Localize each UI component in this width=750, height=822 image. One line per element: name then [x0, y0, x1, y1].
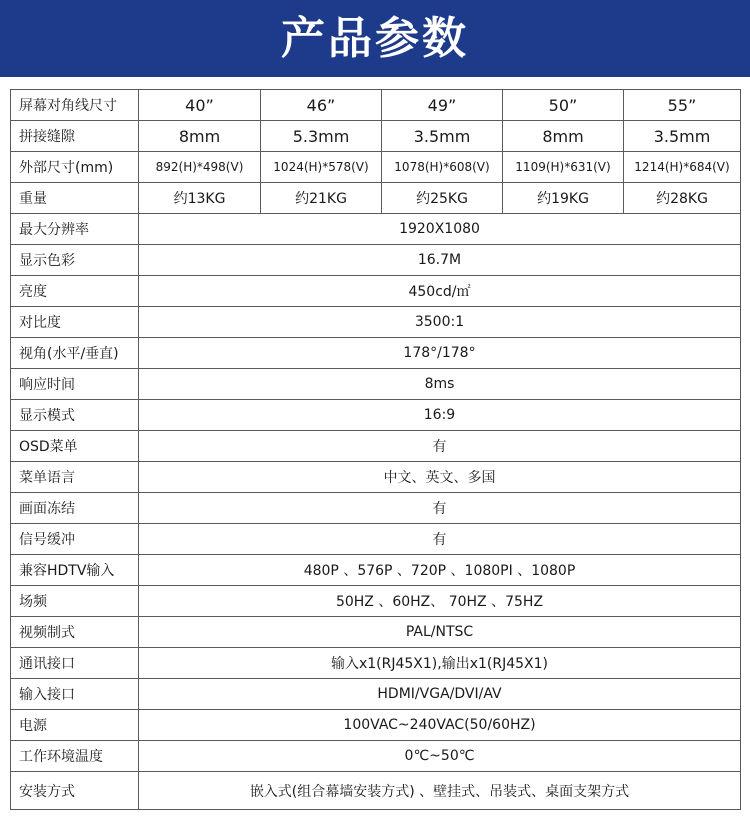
table-row: [11, 586, 741, 617]
table-row: [11, 710, 741, 741]
row-label: 场频: [11, 586, 139, 617]
table-cell: 1078(H)*608(V): [382, 152, 503, 183]
table-row: [11, 493, 741, 524]
row-label: 显示模式: [11, 400, 139, 431]
table-row: [11, 369, 741, 400]
table-row: [11, 679, 741, 710]
table-cell: 8ms: [139, 369, 741, 400]
table-cell: 8mm: [139, 121, 261, 152]
table-row: [11, 431, 741, 462]
table-row: [11, 152, 741, 183]
table-cell: 0℃~50℃: [139, 741, 741, 772]
table-row: [11, 524, 741, 555]
row-label: 输入接口: [11, 679, 139, 710]
table-cell: 3500:1: [139, 307, 741, 338]
row-label: 信号缓冲: [11, 524, 139, 555]
table-cell: 约25KG: [382, 183, 503, 214]
table-cell: 1214(H)*684(V): [624, 152, 741, 183]
row-label: 工作环境温度: [11, 741, 139, 772]
table-cell: 有: [139, 431, 741, 462]
table-row: [11, 183, 741, 214]
row-label: OSD菜单: [11, 431, 139, 462]
table-row: [11, 400, 741, 431]
row-label: 视频制式: [11, 617, 139, 648]
table-row-size: [11, 90, 741, 121]
table-cell: HDMI/VGA/DVI/AV: [139, 679, 741, 710]
spec-table: [10, 89, 741, 810]
table-cell: 约28KG: [624, 183, 741, 214]
table-cell: 1109(H)*631(V): [503, 152, 624, 183]
title-banner: [0, 0, 750, 77]
table-row: [11, 617, 741, 648]
table-cell: 5.3mm: [261, 121, 382, 152]
table-row: [11, 214, 741, 245]
row-label: 安装方式: [11, 772, 139, 810]
row-label: 显示色彩: [11, 245, 139, 276]
table-cell: 8mm: [503, 121, 624, 152]
size-cell: 50”: [503, 90, 624, 121]
table-cell: 100VAC~240VAC(50/60HZ): [139, 710, 741, 741]
table-cell: 输入x1(RJ45X1),输出x1(RJ45X1): [139, 648, 741, 679]
row-label: 视角(水平/垂直): [11, 338, 139, 369]
row-label: 屏幕对角线尺寸: [11, 90, 139, 121]
row-label: 对比度: [11, 307, 139, 338]
row-label: 拼接缝隙: [11, 121, 139, 152]
table-cell: 1920X1080: [139, 214, 741, 245]
table-cell: 嵌入式(组合幕墙安装方式) 、壁挂式、吊装式、桌面支架方式: [139, 772, 741, 810]
table-cell: 3.5mm: [382, 121, 503, 152]
table-row: [11, 245, 741, 276]
size-cell: 40”: [139, 90, 261, 121]
table-row: [11, 276, 741, 307]
row-label: 画面冻结: [11, 493, 139, 524]
row-label: 亮度: [11, 276, 139, 307]
table-row: [11, 338, 741, 369]
table-cell: 480P 、576P 、720P 、1080PI 、1080P: [139, 555, 741, 586]
row-label: 电源: [11, 710, 139, 741]
table-row: [11, 555, 741, 586]
table-cell: 892(H)*498(V): [139, 152, 261, 183]
table-cell: 中文、英文、多国: [139, 462, 741, 493]
table-cell: 16.7M: [139, 245, 741, 276]
table-row: [11, 307, 741, 338]
table-row: [11, 772, 741, 810]
table-cell: 178°/178°: [139, 338, 741, 369]
size-cell: 55”: [624, 90, 741, 121]
size-cell: 46”: [261, 90, 382, 121]
table-row: [11, 741, 741, 772]
table-row: [11, 648, 741, 679]
table-cell: 约13KG: [139, 183, 261, 214]
table-cell: 1024(H)*578(V): [261, 152, 382, 183]
row-label: 菜单语言: [11, 462, 139, 493]
table-cell: 有: [139, 493, 741, 524]
row-label: 通讯接口: [11, 648, 139, 679]
table-cell: 约21KG: [261, 183, 382, 214]
table-row: [11, 462, 741, 493]
row-label: 重量: [11, 183, 139, 214]
size-cell: 49”: [382, 90, 503, 121]
table-cell: 450cd/㎡: [139, 276, 741, 307]
table-cell: 约19KG: [503, 183, 624, 214]
row-label: 兼容HDTV输入: [11, 555, 139, 586]
row-label: 响应时间: [11, 369, 139, 400]
row-label: 外部尺寸(mm): [11, 152, 139, 183]
page-title: 产品参数: [281, 12, 469, 64]
row-label: 最大分辨率: [11, 214, 139, 245]
table-cell: 有: [139, 524, 741, 555]
table-cell: PAL/NTSC: [139, 617, 741, 648]
table-row: [11, 121, 741, 152]
table-cell: 50HZ 、60HZ、 70HZ 、75HZ: [139, 586, 741, 617]
table-cell: 3.5mm: [624, 121, 741, 152]
table-cell: 16:9: [139, 400, 741, 431]
